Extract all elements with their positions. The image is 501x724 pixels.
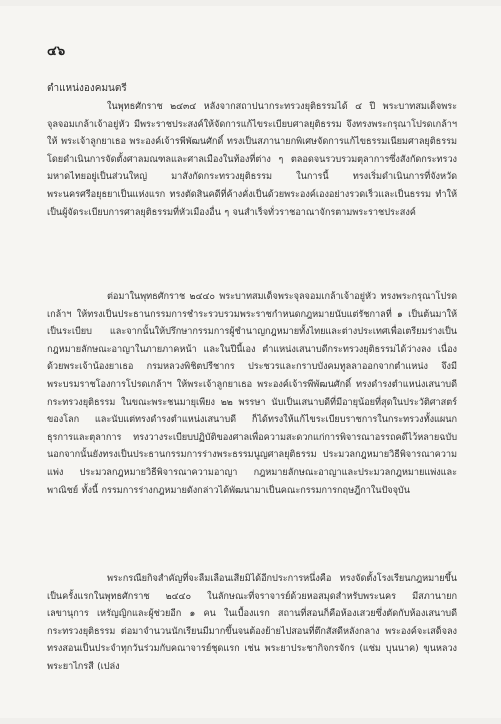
section-heading: ตำแหน่งองคมนตรี <box>47 83 127 94</box>
paragraph-2-block <box>47 288 457 499</box>
scan-edge-bottom <box>0 718 501 724</box>
paragraph-3-block <box>47 570 457 676</box>
paragraph-2: ต่อมาในพุทธศักราช ๒๔๔๐ พระบาทสมเด็จพระจุลจอมเกล้าเจ้าอยู่หัว ทรงพระกรุณาโปรดเกล้าฯ ให้ทรงเป็นประธานกรรมการชำระรวบรวมพระราชกำหนดกฎหมายนับแต่รัชกาลที่ ๑ เป็นต้นมาให้เป็นระเบียบ และจากนั้นให้ปรึกษากรรมการผู้ชำนาญกฎหมายทั้งไทยและต่างประเทศเพื่อเตรียมร่างเป็นกฎหมายลักษณะอาญาในภายภาคหน้า และในปีนี้เอง ตำแหน่งเสนาบดีกระทรวงยุติธรรมได้ว่างลง เนื่องด้วยพระเจ้าน้องยาเธอ กรมหลวงพิชิตปรีชากร ประชวรและกราบบังคมทูลลาออกจากตำแหน่ง จึงมีพระบรมราชโองการโปรดเกล้าฯ ให้พระเจ้าลูกยาเธอ พระองค์เจ้ารพีพัฒนศักดิ์ ทรงดำรงตำแหน่งเสนาบดีกระทรวงยุติธรรม ในขณะพระชนมายุเพียง ๒๒ พรรษา นับเป็นเสนาบดีที่มีอายุน้อยที่สุดในประวัติศาสตร์ของโลก และนับแต่ทรงดำรงตำแหน่งเสนาบดี ก็ได้ทรงให้แก้ไขระเบียบราชการในกระทรวงทั้งแผนกธุรการและตุลาการ ทรงวางระเบียบปฏิบัติของศาลเพื่อความสะดวกแก่การพิจารณาอรรถคดีไว้หลายฉบับ นอกจากนั้นยังทรงเป็นประธานกรรมการร่างพระธรรมนูญศาลยุติธรรม ประมวลกฎหมายวิธีพิจารณาความแพ่ง ประมวลกฎหมายวิธีพิจารณาความอาญา กฎหมายลักษณะอาญาและประมวลกฎหมายแพ่งและพาณิชย์ ทั้งนี้ กรรมการร่างกฎหมายดังกล่าวได้พัฒนามาเป็นคณะกรรมการกฤษฎีกาในปัจจุบัน <box>47 291 457 496</box>
scan-edge-top <box>0 0 501 6</box>
paragraph-3: พระกรณียกิจสำคัญที่จะลืมเลือนเสียมิได้อีกประการหนึ่งคือ ทรงจัดตั้งโรงเรียนกฎหมายขึ้นเป็นครั้งแรกในพุทธศักราช ๒๔๔๐ ในลักษณะที่จราจารย์ด้วยหอสมุดสำหรับพระนคร มีสภานายก เลขานุการ เหรัญญิกและผู้ช่วยอีก ๑ คน ในเบื้องแรก สถานที่สอนก็คือห้องเสวยซึ่งตัดกับห้องเสนาบดี กระทรวงยุติธรรม ต่อมาจำนวนนักเรียนมีมากขึ้นจนต้องย้ายไปสอนที่ตึกสัสดีหลังกลาง พระองค์จะเสด็จลงทรงสอนเป็นประจำทุกวันร่วมกับคณาจารย์ชุดแรก เช่น พระยาประชากิจกรจักร (แช่ม บุนนาค) ขุนหลวงพระยาไกรสี (เปล่ง <box>47 573 457 672</box>
paragraph-1: ในพุทธศักราช ๒๔๓๔ หลังจากสถาปนากระทรวงยุติธรรมได้ ๔ ปี พระบาทสมเด็จพระจุลจอมเกล้าเจ้าอยู่หัว มีพระราชประสงค์ให้จัดการแก้ไขระเบียบศาลยุติธรรม จึงทรงพระกรุณาโปรดเกล้าฯ ให้ พระเจ้าลูกยาเธอ พระองค์เจ้ารพีพัฒนศักดิ์ ทรงเป็นสภานายกพิเศษจัดการแก้ไขธรรมเนียมศาลยุติธรรมโดยดำเนินการจัดตั้งศาลมณฑลและศาลเมืองในท้องที่ต่าง ๆ ตลอดจนรวบรวมตุลาการซึ่งสังกัดกระทรวงมหาดไทยอยู่เป็นส่วนใหญ่ มาสังกัดกระทรวงยุติธรรม ในการนี้ ทรงเริ่มดำเนินการที่จังหวัดพระนครศรีอยุธยาเป็นแห่งแรก ทรงตัดสินคดีที่ค้างคั่งเป็นด้วยพระองค์เองอย่างรวดเร็วและเป็นธรรม ทำให้เป็นผู้จัดระเบียบการศาลยุติธรรมที่หัวเมืองอื่น ๆ จนสำเร็จทั่วราชอาณาจักรตามพระราชประสงค์ <box>47 101 457 218</box>
paragraph-1-block <box>47 98 457 221</box>
page-number: ๔๖ <box>47 44 66 59</box>
